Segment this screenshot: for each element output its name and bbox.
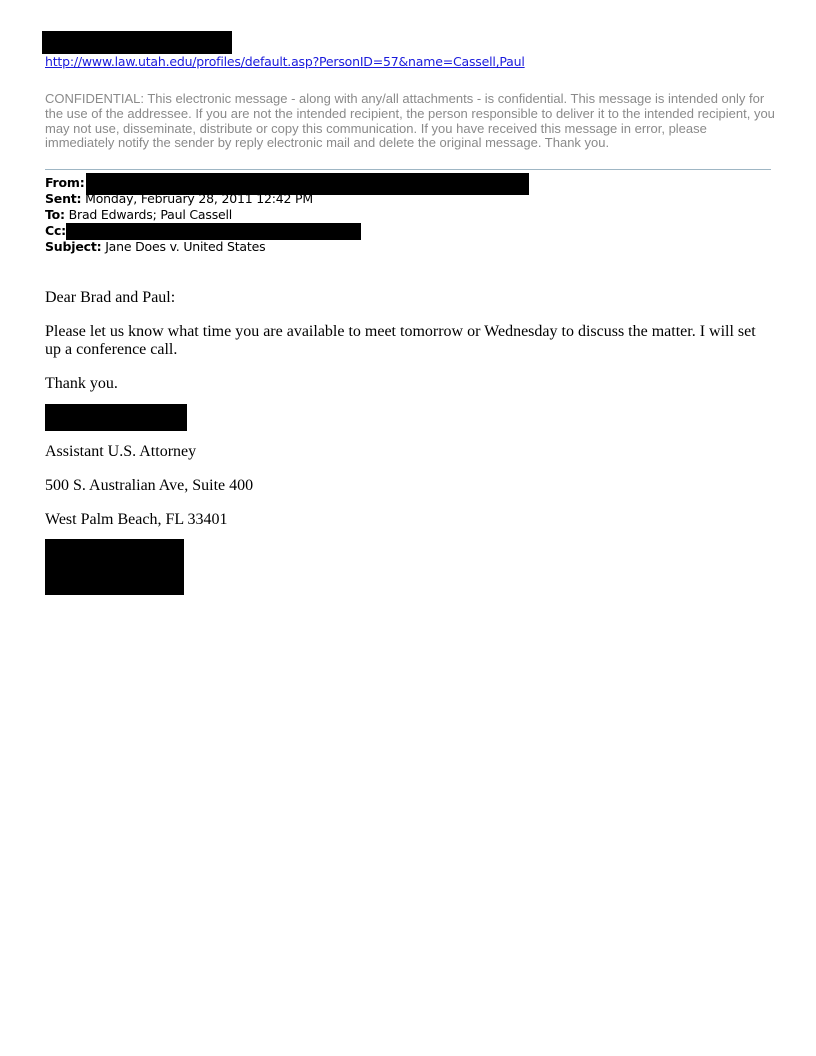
to-label: To: bbox=[45, 207, 65, 222]
sent-row bbox=[45, 191, 313, 207]
subject-label: Subject: bbox=[45, 239, 102, 254]
signature-address-line1: 500 S. Australian Ave, Suite 400 bbox=[45, 477, 254, 494]
sent-value: Monday, February 28, 2011 12:42 PM bbox=[85, 191, 313, 206]
redaction-signature-name bbox=[45, 404, 187, 431]
subject-value: Jane Does v. United States bbox=[105, 239, 266, 254]
redaction-signature-contact bbox=[45, 539, 184, 595]
subject-row bbox=[45, 239, 265, 255]
greeting: Dear Brad and Paul: bbox=[45, 289, 176, 306]
cc-row bbox=[45, 223, 66, 239]
to-row bbox=[45, 207, 232, 223]
to-value: Brad Edwards; Paul Cassell bbox=[68, 207, 233, 222]
sent-label: Sent: bbox=[45, 191, 82, 206]
from-row bbox=[45, 175, 85, 191]
redaction-cc bbox=[66, 223, 361, 240]
message-paragraph: Please let us know what time you are available to meet tomorrow or Wednesday to discuss the matter. I will set up a conference call. bbox=[45, 323, 756, 358]
cc-label: Cc: bbox=[45, 223, 66, 238]
closing: Thank you. bbox=[45, 375, 118, 392]
header-divider bbox=[45, 169, 771, 170]
profile-link[interactable]: http://www.law.utah.edu/profiles/default.asp?PersonID=57&name=Cassell,Paul bbox=[45, 54, 525, 69]
signature-title: Assistant U.S. Attorney bbox=[45, 443, 197, 460]
redaction-top bbox=[42, 31, 232, 54]
from-label: From: bbox=[45, 175, 85, 190]
signature-address-line2: West Palm Beach, FL 33401 bbox=[45, 511, 228, 528]
confidential-notice: CONFIDENTIAL: This electronic message - along with any/all attachments - is confidential. This message is intended only for the use of the addressee. If you are not the intended recipient, the person responsible to deliver it to the intended recipient, you may not use, disseminate, distribute or copy this communication. If you have received this message in error, please immediately notify the sender by reply electronic mail and delete the original message. Thank you. bbox=[45, 91, 775, 151]
